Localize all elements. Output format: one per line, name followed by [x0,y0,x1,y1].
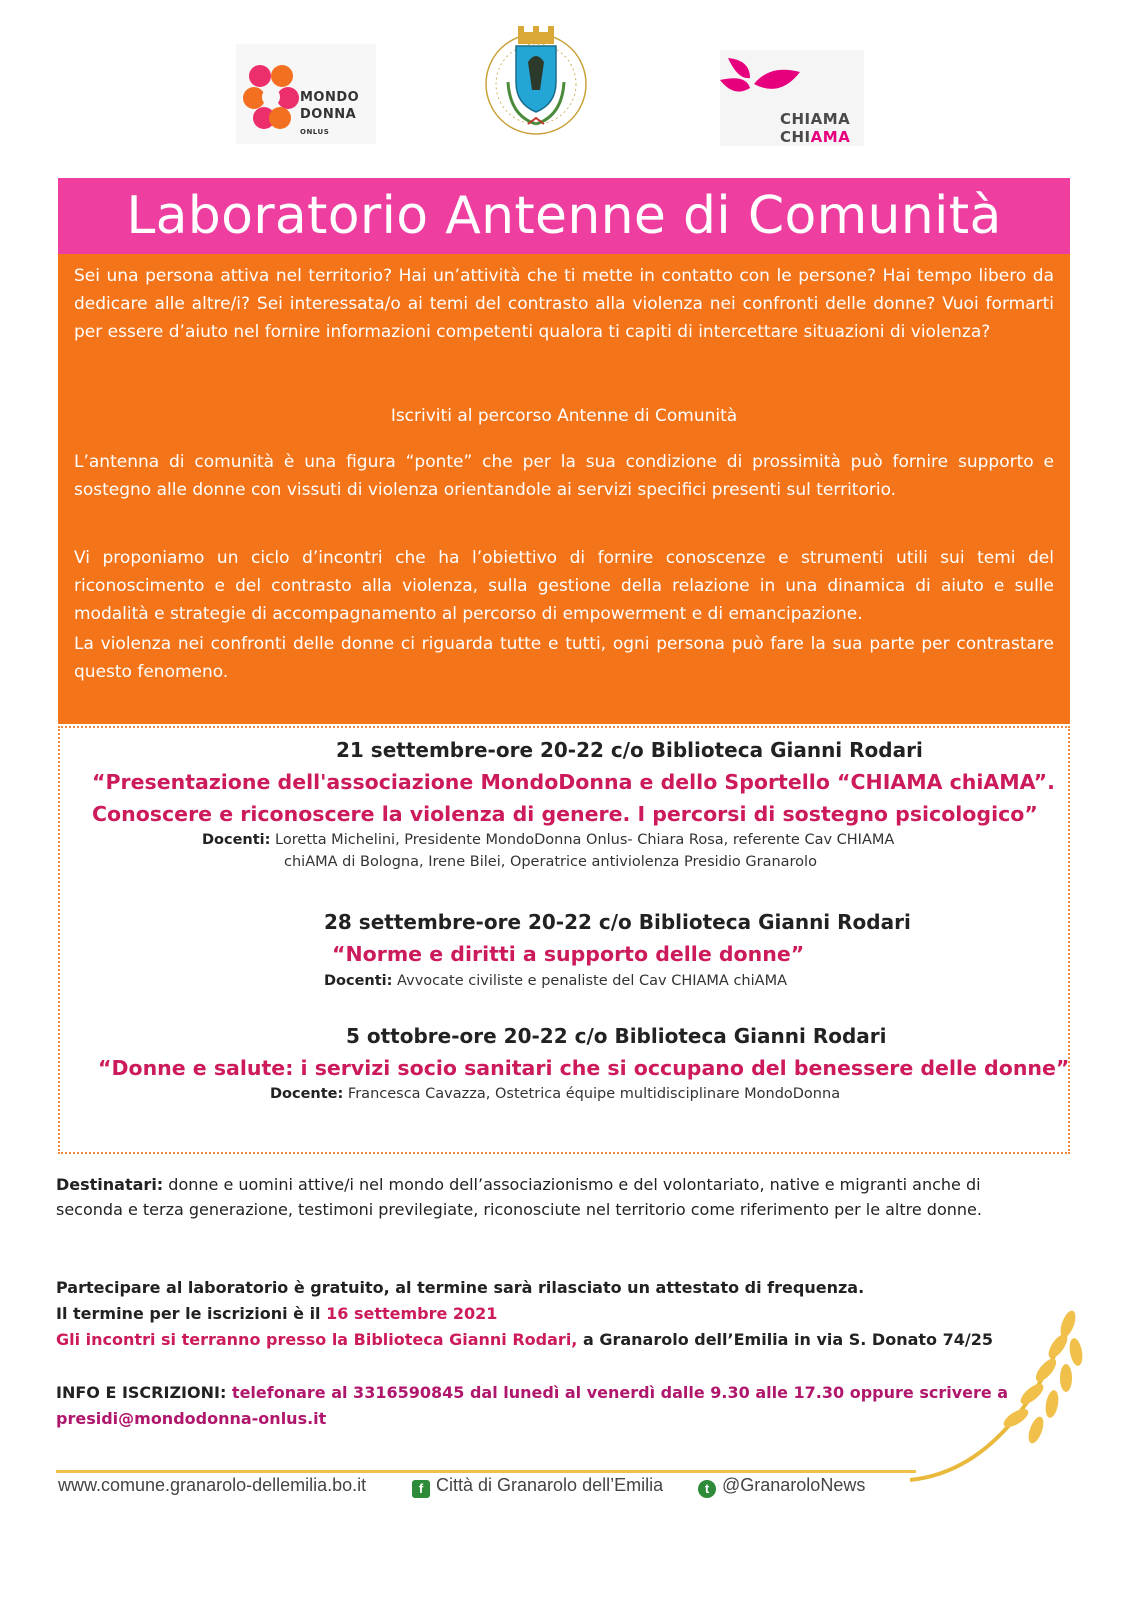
ciclo-paragraph: Vi proponiamo un ciclo d’incontri che ha l’obiettivo di fornire conoscenze e strumenti utili sui temi del riconoscimento e del contrasto alla violenza, sulla gestione della relazione in una dinamica di aiuto e sulle modalità e strategie di accompagnamento al percorso di empowerment e di emancipazione. [74,548,1054,624]
footer-rule [56,1470,916,1473]
destinatari-line1: Destinatari: donne e uomini attive/i nel mondo dell’associazionismo e del volontariato, native e migranti anche di [56,1175,981,1194]
event-1-docenti: Docenti: Loretta Michelini, Presidente MondoDonna Onlus- Chiara Rosa, referente Cav CHIAMA [202,832,895,848]
event-2-docenti: Docenti: Avvocate civiliste e penaliste del Cav CHIAMA chiAMA [324,973,787,989]
event-1-title-line2: Conoscere e riconoscere la violenza di genere. I percorsi di sostegno psicologico” [92,802,1038,826]
violenza-paragraph: La violenza nei confronti delle donne ci riguarda tutte e tutti, ogni persona può fare la sua parte per contrastare questo fenomeno. [74,634,1054,682]
twitter-link[interactable]: t @GranaroloNews [698,1475,865,1498]
incontri-line: Gli incontri si terranno presso la Biblioteca Gianni Rodari, a Granarolo dell’Emilia in via S. Donato 74/25 [56,1330,993,1349]
title-band [58,178,1070,254]
butterfly-icon [720,54,810,114]
twitter-icon: t [698,1480,716,1498]
chiama-logo-line1: CHIAMA [780,110,851,128]
event-1-title-line1: “Presentazione dell'associazione MondoDonna e dello Sportello “CHIAMA chiAMA”. [92,770,1055,794]
facebook-link[interactable]: f Città di Granarolo dell’Emilia [412,1475,663,1498]
page-title: Laboratorio Antenne di Comunità [126,186,1002,246]
website-link[interactable]: www.comune.granarolo-dellemilia.bo.it [58,1475,367,1495]
intro-box [58,254,1070,724]
iscrizioni-line: INFO E ISCRIZIONI: telefonare al 3316590845 dal lunedì al venerdì dalle 9.30 alle 17.30 oppure scrivere a [56,1383,1009,1402]
antenna-paragraph: L’antenna di comunità è una figura “ponte” che per la sua condizione di prossimità può fornire supporto e sostegno alle donne con vissuti di violenza orientandole ai servizi specifici presenti sul territorio. [74,452,1054,500]
event-2-title: “Norme e diritti a supporto delle donne” [332,942,805,966]
termine-line: Il termine per le iscrizioni è il 16 settembre 2021 [56,1304,498,1323]
city-crest-logo [478,20,594,144]
event-1-docenti-line2: chiAMA di Bologna, Irene Bilei, Operatrice antiviolenza Presidio Granarolo [284,854,817,870]
facebook-icon: f [412,1480,430,1498]
event-3-title: “Donne e salute: i servizi socio sanitari che si occupano del benessere delle donne” [98,1056,1070,1080]
gratuito-line: Partecipare al laboratorio è gratuito, al termine sarà rilasciato un attestato di frequenza. [56,1278,865,1297]
event-2-date: 28 settembre-ore 20-22 c/o Biblioteca Gianni Rodari [324,910,911,934]
chiama-logo-line2: CHIAMA [780,128,851,146]
event-3-date: 5 ottobre-ore 20-22 c/o Biblioteca Gianni Rodari [346,1024,887,1048]
event-3-docenti: Docente: Francesca Cavazza, Ostetrica équipe multidisciplinare MondoDonna [270,1086,841,1102]
event-1-date: 21 settembre-ore 20-22 c/o Biblioteca Gianni Rodari [336,738,923,762]
mondodonna-logo-line3: ONLUS [300,128,330,136]
destinatari-line2: seconda e terza generazione, testimoni previlegiate, riconosciute nel territorio come riferimento per le altre donne. [56,1200,982,1219]
mondodonna-logo [236,44,376,144]
iscriviti-line: Iscriviti al percorso Antenne di Comunità [390,406,738,426]
mondodonna-logo-line2: DONNA [300,107,357,122]
mondodonna-logo-line1: MONDO [300,90,360,105]
events-box [58,726,1070,1154]
email-link[interactable]: presidi@mondodonna-onlus.it [56,1409,327,1428]
mondodonna-logo-mark [240,54,302,134]
intro-paragraph: Sei una persona attiva nel territorio? Hai un’attività che ti mette in contatto con le persone? Hai tempo libero da dedicare alle altre/i? Sei interessata/o ai temi del contrasto alla violenza nei confronti delle donne? Vuoi formarti per essere d’aiuto nel fornire informazioni competenti qualora ti capiti di intercettare situazioni di violenza? [74,266,1054,342]
wheat-decoration [900,1280,1100,1520]
chiama-butterfly-logo [720,50,864,146]
